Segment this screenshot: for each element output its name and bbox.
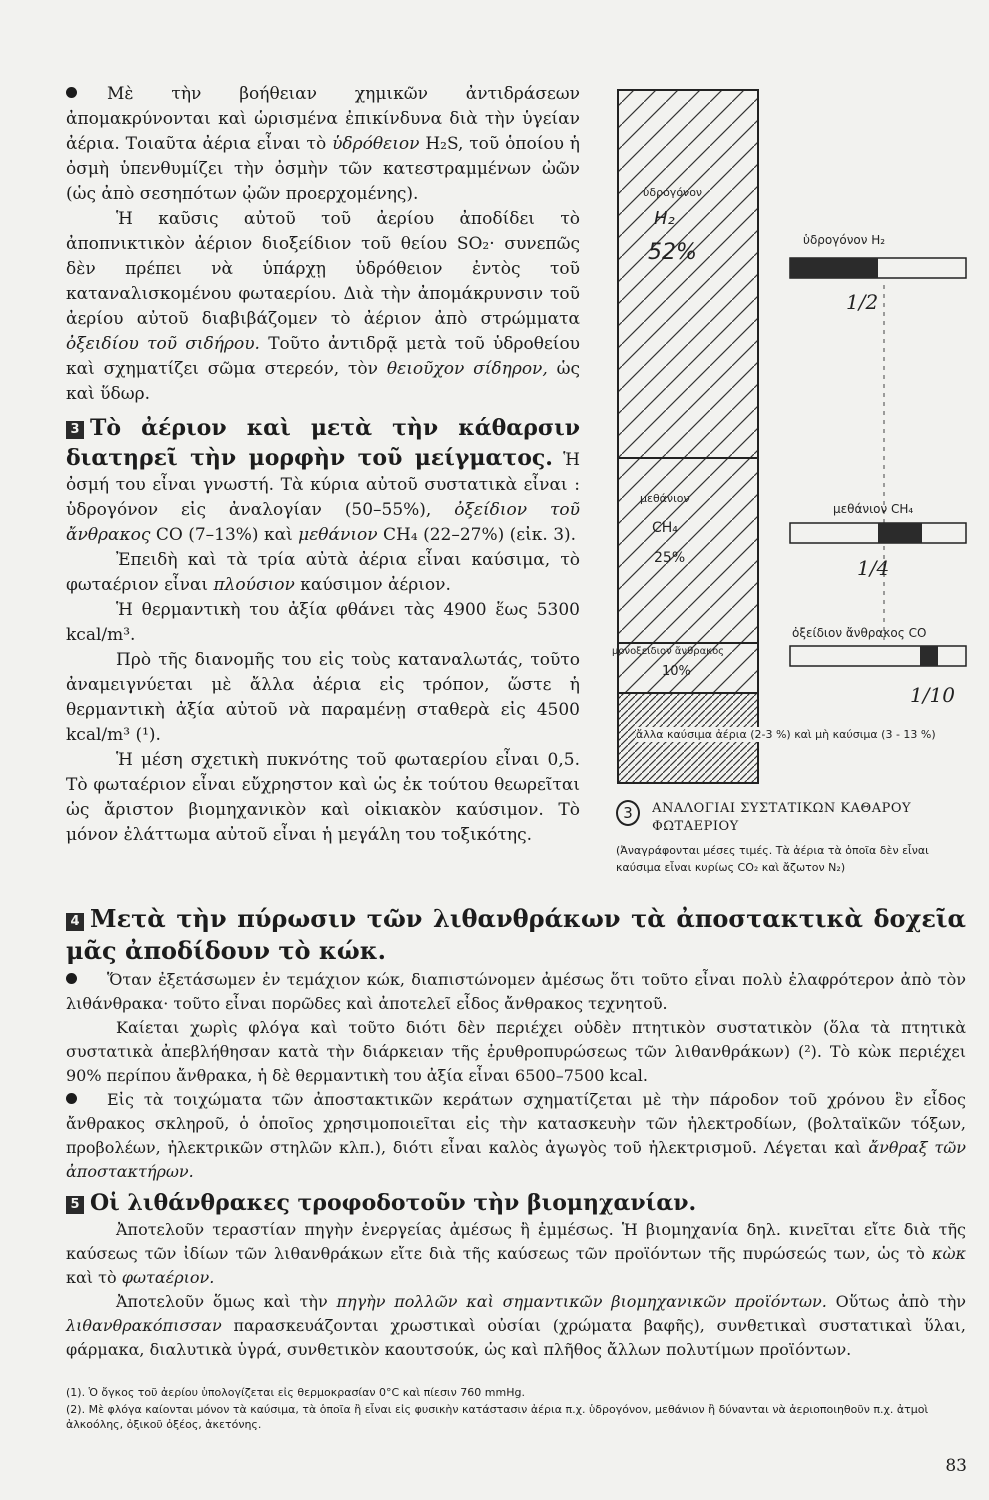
caption-title: ΑΝΑΛΟΓΙΑΙ ΣΥΣΤΑΤΙΚΩΝ ΚΑΘΑΡΟΥ ΦΩΤΑΕΡΙΟΥ xyxy=(652,801,912,834)
right-co-label: ὀξείδιον ἄνθρακος CO xyxy=(792,626,927,640)
other-gases-label: ἄλλα καύσιμα ἀέρια (2-3 %) καὶ μὴ καύσιμα (3 - 13 %) xyxy=(636,727,976,742)
ch4-formula: CH₄ xyxy=(652,520,678,536)
h2-bar-fill xyxy=(790,258,878,278)
frac-quarter: 1/4 xyxy=(857,556,890,580)
right-h2-label: ὑδρογόνον H₂ xyxy=(803,233,886,247)
caption-note: (Ἀναγράφονται μέσες τιμές. Τὰ ἀέρια τὰ ὁποῖα δὲν εἶναι καύσιμα εἶναι κυρίως CO₂ καὶ ἄζωτον N₂) xyxy=(616,844,929,874)
paragraph-fuel: Ἐπειδὴ καὶ τὰ τρία αὐτὰ ἀέρια εἶναι καύσιμα, τὸ φωταέριον εἶναι πλούσιον καύσιμον ἀέριον. xyxy=(66,550,580,595)
paragraph-distribution: Πρὸ τῆς διανομῆς του εἰς τοὺς καταναλωτάς, τοῦτο ἀναμειγνύεται μὲ ἄλλα ἀέρια εἰς τρόπον, ὥστε ἡ θερμαντικὴ ἀξία αὐτοῦ νὰ παραμένῃ σταθερὰ εἰς 4500 kcal/m³ (¹). xyxy=(66,650,580,745)
bullet-icon xyxy=(66,1093,77,1104)
section-5-heading: Οἱ λιθάνθρακες τροφοδοτοῦν τὴν βιομηχανίαν. xyxy=(90,1190,697,1216)
co-label: μονοξείδιον ἄνθρακος xyxy=(612,646,725,657)
figure-caption xyxy=(616,800,972,876)
bullet-icon xyxy=(66,973,77,984)
paragraph-burns: Καίεται χωρὶς φλόγα καὶ τοῦτο διότι δὲν περιέχει οὐδὲν πτητικὸν συστατικὸν (ὅλα τὰ πτητικὰ συστατικὰ ἀπεβλήθησαν κατὰ τὴν διάρκειαν τῆς ἐρυθροπυρώσεως τῶν λιθανθράκων) (²). Τὸ κὼκ περιέχει 90% περίπου ἄνθρακα, ἡ δὲ θερμαντικὴ του ἀξία εἶναι 6500–7500 kcal. xyxy=(66,1018,966,1085)
page-number: 83 xyxy=(945,1456,967,1476)
ch4-label: μεθάνιον xyxy=(640,492,690,505)
section-4 xyxy=(66,903,966,967)
section-number-3: 3 xyxy=(66,421,84,439)
section-number-4: 4 xyxy=(66,913,84,931)
h2-segment xyxy=(618,90,758,458)
footnote-1: (1). Ὁ ὄγκος τοῦ ἀερίου ὑπολογίζεται εἰς θερμοκρασίαν 0°C καὶ πίεσιν 760 mmHg. xyxy=(66,1386,525,1399)
right-ch4-label: μεθάνιον CH₄ xyxy=(833,502,914,516)
left-column xyxy=(66,82,580,848)
co-percent: 10% xyxy=(662,664,691,679)
paragraph-heat-value: Ἡ θερμαντικὴ του ἀξία φθάνει τὰς 4900 ἕως 5300 kcal/m³. xyxy=(66,600,580,645)
section-3-heading: Τὸ ἀέριον καὶ μετὰ τὴν κάθαρσιν διατηρεῖ τὴν μορφὴν τοῦ μείγματος. xyxy=(66,415,580,471)
frac-tenth: 1/10 xyxy=(910,683,955,707)
paragraph-coke: Ὅταν ἐξετάσωμεν ἐν τεμάχιον κώκ, διαπιστώνομεν ἀμέσως ὅτι τοῦτο εἶναι πολὺ ἐλαφρότερον ἀπὸ τὸν λιθάνθρακα· τοῦτο εἶναι πορῶδες καὶ ἀποτελεῖ εἶδος ἄνθρακος τεχνητοῦ. xyxy=(66,970,966,1013)
ch4-segment xyxy=(618,458,758,643)
section-number-5: 5 xyxy=(66,1196,84,1214)
paragraph-h2s: Μὲ τὴν βοήθειαν χημικῶν ἀντιδράσεων ἀπομακρύνονται καὶ ὡρισμένα ἐπικίνδυνα διὰ τὴν ὑγείαν ἀέρια. Τοιαῦτα ἀέρια εἶναι τὸ ὑδρόθειον H₂S, τοῦ ὁποίου ἡ ὀσμὴ ὑπενθυμίζει τὴν ὀσμὴν τῶν κατεστραμμένων ὠῶν (ὡς ἀπὸ σεσηπότων ᾠῶν προερχομένης). xyxy=(66,84,580,204)
co-bar-fill xyxy=(920,646,938,666)
paragraph-electrodes: Εἰς τὰ τοιχώματα τῶν ἀποστακτικῶν κεράτων σχηματίζεται μὲ τὴν πάροδον τοῦ χρόνου ἓν εἶδος ἄνθρακος σκληροῦ, ὁ ὁποῖος χρησιμοποιεῖται εἰς τὴν κατασκευὴν τῶν ἠλεκτροδίων, (βολταϊκῶν τόξων, προβολέων, ἠλεκτρικῶν στηλῶν κλπ.), διότι εἶναι καλὸς ἀγωγὸς τοῦ ἠλεκτρισμοῦ. Λέγεται καὶ ἄνθραξ τῶν ἀποστακτήρων. xyxy=(66,1090,967,1181)
paragraph-combustion: Ἡ καῦσις αὐτοῦ τοῦ ἀερίου ἀποδίδει τὸ ἀποπνικτικὸν ἀέριον διοξείδιον τοῦ θείου SO₂· συνεπῶς δὲν πρέπει νὰ ὑπάρχῃ ὑδρόθειον ἐντὸς τοῦ καταναλισκομένου φωταερίου. Διὰ τὴν ἀπομάκρυνσιν τοῦ ἀερίου αὐτοῦ διαβιβάζομεν τὸ ἀέριον ἀπὸ στρώμματα ὀξειδίου τοῦ σιδήρου. Τοῦτο ἀντιδρᾷ μετὰ τοῦ ὑδροθείου καὶ σχηματίζει σῶμα στερεόν, τὸν θειοῦχον σίδηρον, ὡς καὶ ὕδωρ. xyxy=(66,209,581,404)
paragraph-industry: Ἀποτελοῦν τεραστίαν πηγὴν ἐνεργείας ἀμέσως ἢ ἐμμέσως. Ἡ βιομηχανία δηλ. κινεῖται εἴτε διὰ τῆς καύσεως τῶν ἰδίων τῶν λιθανθράκων εἴτε διὰ τῆς καύσεως τῶν προϊόντων τῆς πυρώσεώς των, ὡς τὸ κὼκ καὶ τὸ φωταέριον. xyxy=(66,1220,967,1287)
frac-half: 1/2 xyxy=(846,290,879,314)
bullet-icon xyxy=(66,87,77,98)
figure-number: 3 xyxy=(616,800,640,826)
full-width-text xyxy=(66,968,966,1362)
h2-percent: 52% xyxy=(648,240,697,265)
section-4-heading: Μετὰ τὴν πύρωσιν τῶν λιθανθράκων τὰ ἀποστακτικὰ δοχεῖα μᾶς ἀποδίδουν τὸ κώκ. xyxy=(66,904,966,965)
h2-label: ὑδρογόνον xyxy=(643,186,703,199)
ch4-percent: 25% xyxy=(654,550,686,566)
footnote-2: (2). Μὲ φλόγα καίονται μόνον τὰ καύσιμα, τὰ ὁποῖα ἢ εἶναι εἰς φυσικὴν κατάστασιν ἀέρια π.χ. ὑδρογόνον, μεθάνιον ἢ δύνανται νὰ ἀεριοποιηθοῦν π.χ. ἀτμοὶ ἀλκοόλης, ὀξικοῦ ὀξέος, ἀκετόνης. xyxy=(66,1403,929,1431)
co-bar xyxy=(790,646,966,666)
section-3: 3 Τὸ ἀέριον καὶ μετὰ τὴν κάθαρσιν διατηρεῖ τὴν μορφὴν τοῦ μείγματος. Ἡ ὀσμή του εἶναι γνωστή. Τὰ κύρια αὐτοῦ συστατικὰ εἶναι : ὑδρογόνον εἰς ἀναλογίαν (50–55%), ὀξείδιον τοῦ ἄνθρακος CO (7–13%) καὶ μεθάνιον CH₄ (22–27%) (εἰκ. 3). xyxy=(66,415,581,545)
paragraph-products: Ἀποτελοῦν ὅμως καὶ τὴν πηγὴν πολλῶν καὶ σημαντικῶν βιομηχανικῶν προϊόντων. Οὕτως ἀπὸ τὴν λιθανθρακόπισσαν παρασκευάζονται χρωστικαὶ οὐσίαι (χρώματα βαφῆς), συνθετικαὶ συστατικαὶ ὕλαι, φάρμακα, διαλυτικὰ ὑγρά, συνθετικὸν καουτσούκ, ὡς καὶ πλῆθος ἄλλων πολυτίμων προϊόντων. xyxy=(66,1292,967,1359)
ch4-bar-fill xyxy=(878,523,922,543)
paragraph-density: Ἡ μέση σχετικὴ πυκνότης τοῦ φωταερίου εἶναι 0,5. Τὸ φωταέριον εἶναι εὔχρηστον καὶ ὡς ἐκ τούτου θεωρεῖται ὡς ἄριστον βιομηχανικὸν καὶ οἰκιακὸν καύσιμον. Τὸ μόνον ἐλάττωμα αὐτοῦ εἶναι ἡ μεγάλη του τοξικότης. xyxy=(66,750,580,845)
h2-formula: H₂ xyxy=(654,208,675,229)
